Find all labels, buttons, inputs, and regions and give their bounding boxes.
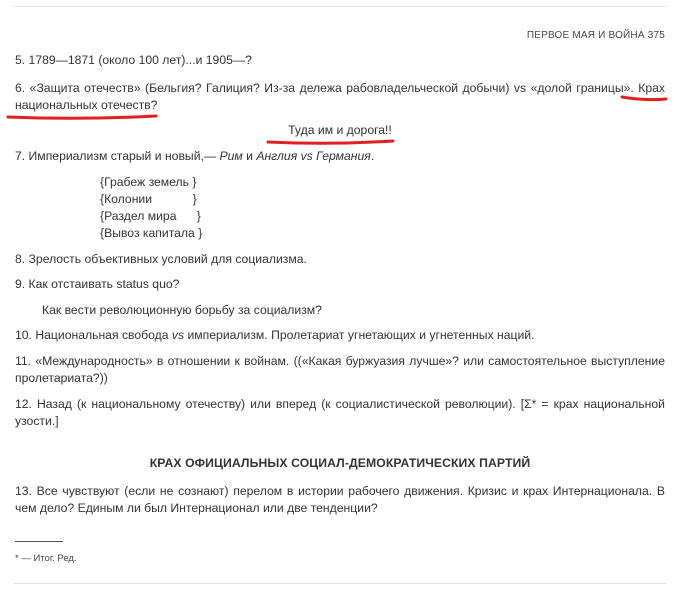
item-7-rome: Рим: [219, 149, 243, 163]
item-12: 12. Назад (к национальному отечеству) или вперед (к социалистической революции). [Σ* = крах национальной узости.]: [15, 397, 665, 428]
item-11: 11. «Международность» в отношении к войнам. ((«Какая буржуазия лучше»? или самостоятельное выступление пролетариата?)): [15, 354, 665, 385]
footnote: * — Итог. Ред.: [15, 553, 77, 564]
brace-list-item: {Раздел мира }: [100, 209, 201, 223]
item-7-england-vs-germany: Англия vs Германия: [256, 149, 371, 163]
item-10-a: 10. Национальная свобода: [15, 328, 172, 342]
item-9: 9. Как отстаивать status quo?: [15, 277, 180, 291]
item-10: [15, 327, 665, 344]
bottom-divider: [13, 583, 667, 584]
footnote-divider: [15, 541, 63, 542]
handwritten-note: Туда им и дорога!!: [288, 123, 392, 137]
brace-list-item: {Колонии }: [100, 192, 197, 206]
top-divider: [13, 6, 667, 7]
brace-list-item: {Вывоз капитала }: [100, 226, 203, 240]
brace-list-item: {Грабеж земель }: [100, 175, 197, 189]
item-7: [15, 148, 665, 165]
underline-note: [268, 141, 393, 143]
item-9-sub: Как вести революционную борьбу за социализм?: [42, 303, 322, 317]
item-7-suffix: .: [370, 149, 375, 163]
item-7-and: и: [242, 149, 257, 163]
section-heading: КРАХ ОФИЦИАЛЬНЫХ СОЦИАЛ-ДЕМОКРАТИЧЕСКИХ ПАРТИЙ: [149, 456, 531, 470]
item-5: 5. 1789—1871 (около 100 лет)...и 1905—?: [15, 53, 252, 67]
item-6: 6. «Защита отечеств» (Бельгия? Галиция? Из-за дележа рабовладельческой добычи) vs «долой границы». Крах национальных отечеств?: [15, 81, 665, 112]
brace-list: [100, 174, 202, 242]
item-7-prefix: 7. Империализм старый и новый,—: [15, 149, 220, 163]
running-header: ПЕРВОЕ МАЯ И ВОЙНА 375: [526, 30, 665, 41]
item-10-b: империализм. Пролетариат угнетающих и угнетенных наций.: [184, 328, 535, 342]
item-13: 13. Все чувствуют (если не сознают) перелом в истории рабочего движения. Кризис и крах Интернационала. В чем дело? Единым ли был Интернационал или две тенденции?: [15, 484, 665, 515]
item-8: 8. Зрелость объективных условий для социализма.: [15, 252, 307, 266]
item-10-vs: vs: [171, 328, 185, 342]
underline-national-fatherlands: [8, 116, 156, 118]
